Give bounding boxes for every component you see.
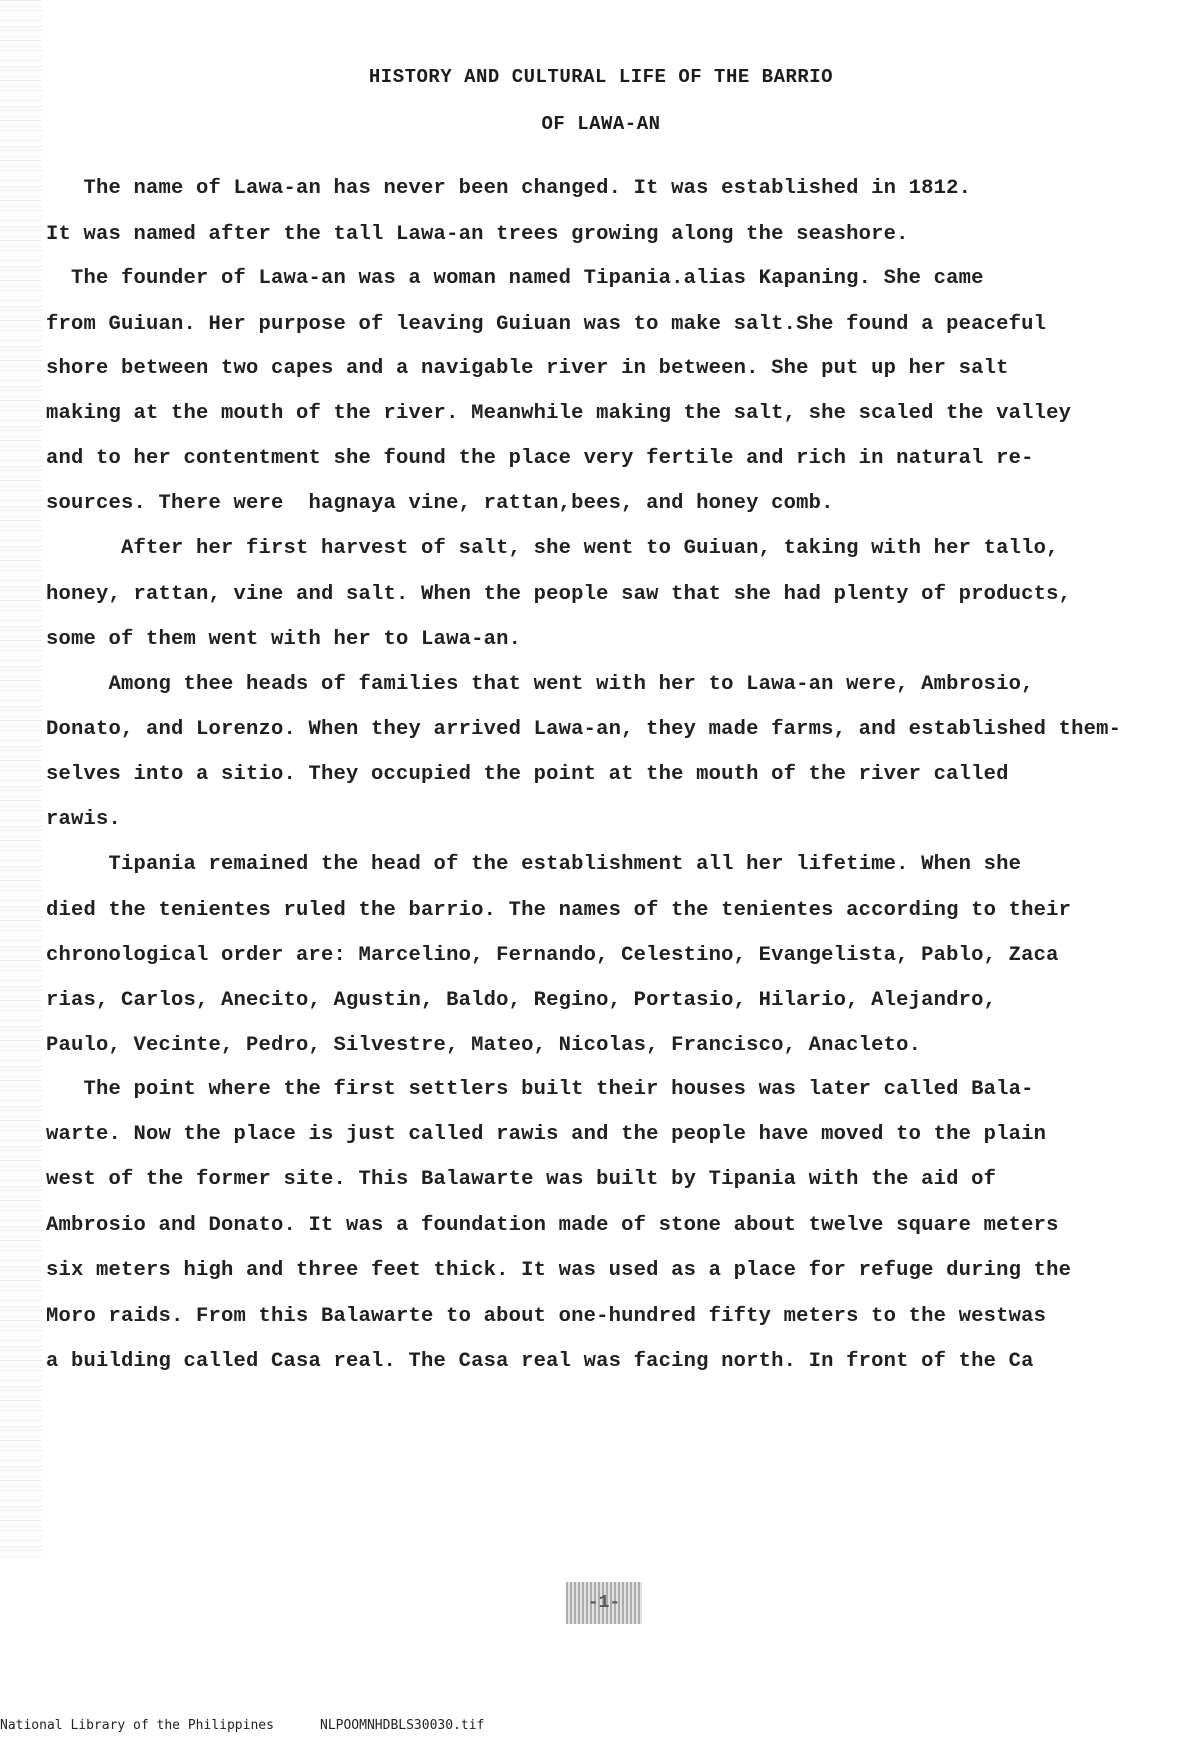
document-title-line-2: OF LAWA-AN	[541, 113, 661, 135]
page-number: -1-	[566, 1582, 642, 1624]
text-line: from Guiuan. Her purpose of leaving Guiuan was to make salt.She found a peaceful	[46, 313, 1047, 336]
text-line: a building called Casa real. The Casa real was facing north. In front of the Ca	[46, 1350, 1034, 1373]
text-line: Tipania remained the head of the establishment all her lifetime. When she	[46, 853, 1022, 876]
footer-file-name: NLPOOMNHDBLS30030.tif	[320, 1718, 485, 1733]
text-line: died the tenientes ruled the barrio. The names of the tenientes according to their	[46, 899, 1072, 922]
text-line: After her first harvest of salt, she went to Guiuan, taking with her tallo,	[46, 537, 1059, 560]
text-line: some of them went with her to Lawa-an.	[46, 628, 522, 651]
text-line: and to her contentment she found the place very fertile and rich in natural re-	[46, 447, 1034, 470]
text-line: It was named after the tall Lawa-an trees growing along the seashore.	[46, 223, 909, 246]
text-line: Moro raids. From this Balawarte to about one-hundred fifty meters to the westwas	[46, 1305, 1047, 1328]
text-line: rawis.	[46, 808, 122, 831]
scan-noise-margin	[0, 0, 42, 1560]
text-line: shore between two capes and a navigable river in between. She put up her salt	[46, 357, 1009, 380]
text-line: sources. There were hagnaya vine, rattan,bees, and honey comb.	[46, 492, 834, 515]
text-line: warte. Now the place is just called rawis and the people have moved to the plain	[46, 1123, 1047, 1146]
document-title: HISTORY AND CULTURAL LIFE OF THE BARRIO	[368, 66, 834, 88]
footer-library-name: National Library of the Philippines	[0, 1718, 274, 1733]
text-line: making at the mouth of the river. Meanwhile making the salt, she scaled the valley	[46, 402, 1072, 425]
text-line: The name of Lawa-an has never been changed. It was established in 1812.	[46, 177, 972, 200]
text-line: Paulo, Vecinte, Pedro, Silvestre, Mateo, Nicolas, Francisco, Anacleto.	[46, 1034, 922, 1057]
text-line: chronological order are: Marcelino, Fernando, Celestino, Evangelista, Pablo, Zaca	[46, 944, 1059, 967]
text-line: Ambrosio and Donato. It was a foundation made of stone about twelve square meters	[46, 1214, 1059, 1237]
text-line: west of the former site. This Balawarte was built by Tipania with the aid of	[46, 1168, 997, 1191]
text-line: Donato, and Lorenzo. When they arrived Lawa-an, they made farms, and established them-	[46, 718, 1122, 741]
text-line: The founder of Lawa-an was a woman named Tipania.alias Kapaning. She came	[46, 267, 984, 290]
text-line: selves into a sitio. They occupied the point at the mouth of the river called	[46, 763, 1009, 786]
text-line: honey, rattan, vine and salt. When the people saw that she had plenty of products,	[46, 583, 1072, 606]
text-line: Among thee heads of families that went with her to Lawa-an were, Ambrosio,	[46, 673, 1034, 696]
text-line: six meters high and three feet thick. It was used as a place for refuge during the	[46, 1259, 1072, 1282]
text-line: rias, Carlos, Anecito, Agustin, Baldo, Regino, Portasio, Hilario, Alejandro,	[46, 989, 997, 1012]
text-line: The point where the first settlers built their houses was later called Bala-	[46, 1078, 1034, 1101]
